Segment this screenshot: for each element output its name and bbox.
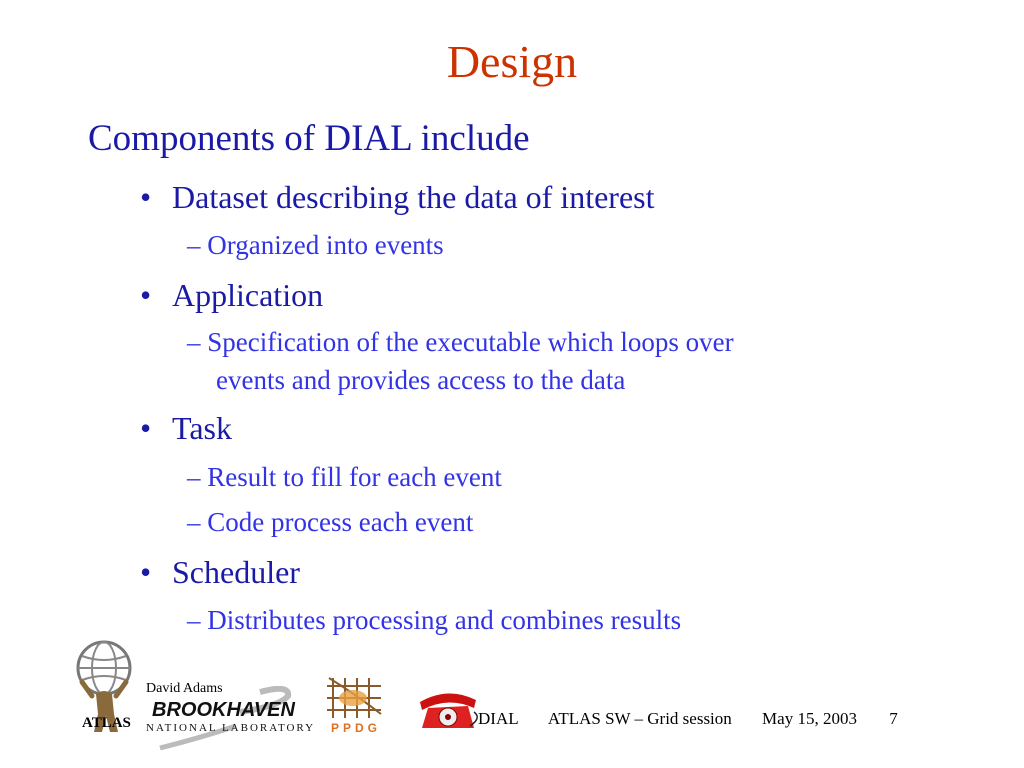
atlas-label: ATLAS — [82, 715, 131, 731]
author-name: David Adams — [146, 681, 223, 696]
section-heading: Components of DIAL include — [88, 118, 530, 159]
sub-item — [187, 323, 734, 399]
brookhaven-logo-icon — [140, 686, 330, 752]
footer-project: DIAL — [478, 709, 519, 728]
page-number: 7 — [889, 709, 898, 728]
sub-item: – Distributes processing and combines results — [187, 605, 682, 635]
footer-bar — [478, 709, 898, 729]
ppdg-logo-icon — [325, 674, 387, 736]
bullet-dot: • — [140, 277, 152, 313]
telephone-icon — [414, 682, 482, 732]
bullet-scheduler — [140, 553, 300, 591]
bullet-label: Application — [172, 277, 324, 313]
bnl-logo-sub: NATIONAL LABORATORY — [146, 722, 316, 734]
bullet-task — [140, 409, 232, 447]
bullet-dot: • — [140, 554, 152, 590]
bullet-label: Task — [172, 410, 232, 446]
sub-item: – Organized into events — [187, 230, 444, 260]
footer-date: May 15, 2003 — [762, 709, 857, 728]
ppdg-text: PPDG — [331, 721, 382, 735]
footer-session: ATLAS SW – Grid session — [547, 709, 732, 728]
bullet-dot: • — [140, 179, 152, 215]
slide-title: Design — [446, 36, 578, 87]
bullet-label: Dataset describing the data of interest — [172, 179, 655, 215]
sub-item: – Result to fill for each event — [187, 462, 502, 492]
sub-item: – Code process each event — [187, 507, 474, 537]
bullet-dataset — [140, 178, 654, 216]
sub-item-line: events and provides access to the data — [216, 365, 626, 395]
bullet-application — [140, 276, 323, 314]
bnl-logo-text: BROOKHAVEN — [152, 699, 295, 721]
sub-item-line: – Specification of the executable which loops over — [187, 327, 734, 357]
bullet-label: Scheduler — [172, 554, 300, 590]
bullet-dot: • — [140, 410, 152, 446]
